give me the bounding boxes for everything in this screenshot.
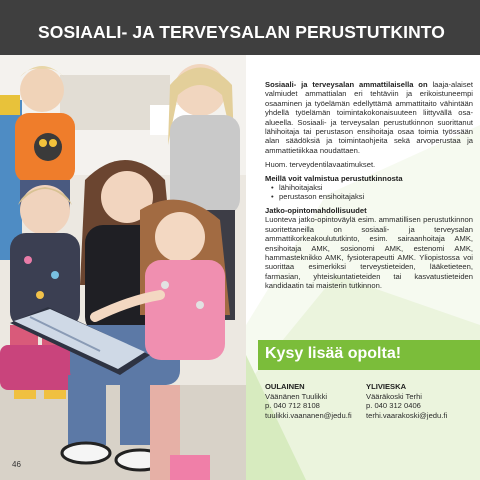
contact-oulainen	[265, 382, 352, 420]
further-study-paragraph: Luonteva jatko-opintoväylä esim. ammatillisen perustutkinnon suoritettaneilla on sosiaali- ja terveysalan ammattikorkeakoulututkinto, esim. sairaanhoitaja AMK, ensihoitaja AMK, sosionomi AMK, estenomi AMK, hammasteknikko AMK, fysioterapeutti AMK. Yliopistossa voi suorittaa esimerkiksi terveystieteiden, lääketieteen, farmasian, yhteiskuntatieteiden tai kasvatustieteiden kandidaatin tai maisterin tutkinnon.	[265, 215, 473, 291]
intro-paragraph	[265, 80, 473, 155]
contact-phone[interactable]: p. 040 312 0406	[366, 401, 421, 411]
main-text	[265, 80, 473, 291]
contact-ylivieska	[366, 382, 447, 420]
health-note: Huom. terveydentilavaatimukset.	[265, 160, 376, 170]
qualifications-list	[271, 183, 473, 202]
contact-name: Vääräkoski Terhi	[366, 391, 422, 401]
contact-name: Väänänen Tuulikki	[265, 391, 328, 401]
list-item: • lähihoitajaksi	[271, 183, 473, 192]
further-study-heading: Jatko-opintomahdollisuudet	[265, 205, 367, 215]
contact-email[interactable]: terhi.vaarakoski@jedu.fi	[366, 410, 448, 420]
page-title: SOSIAALI- JA TERVEYSALAN PERUSTUTKINTO	[38, 22, 445, 42]
contact-city: OULAINEN	[265, 382, 305, 391]
intro-body: laaja-alaiset valmiudet ammattialan eri tehtäviin ja erikoistuneempi osaaminen ja työelämän edellyttämä ammattitaito vähintään yhdellä työelämän toimintakokonaisuuteen liittyvällä osa-alueella. Sosiaali- ja terveysalan perustutkinnon suorittanut lähihoitaja tai perustason ensihoitaja osaa toimia työssään alan säädöksiä ja toimintaohjeita sekä arvoperustaa ja ammattietiikkaa noudattaen.	[265, 80, 473, 155]
list-item: • perustason ensihoitajaksi	[271, 192, 473, 201]
page-header	[0, 0, 480, 55]
contact-email[interactable]: tuulikki.vaananen@jedu.fi	[265, 410, 352, 420]
ask-counselor-banner	[258, 340, 480, 370]
contact-city: YLIVIESKA	[366, 382, 407, 391]
cta-label: Kysy lisää opolta!	[265, 345, 402, 362]
page-number: 46	[12, 460, 21, 469]
contact-phone[interactable]: p. 040 712 8108	[265, 401, 320, 411]
intro-lead: Sosiaali- ja terveysalan ammattilaisella on	[265, 80, 428, 89]
qualifications-heading: Meillä voit valmistua perustutkinnosta	[265, 173, 403, 183]
